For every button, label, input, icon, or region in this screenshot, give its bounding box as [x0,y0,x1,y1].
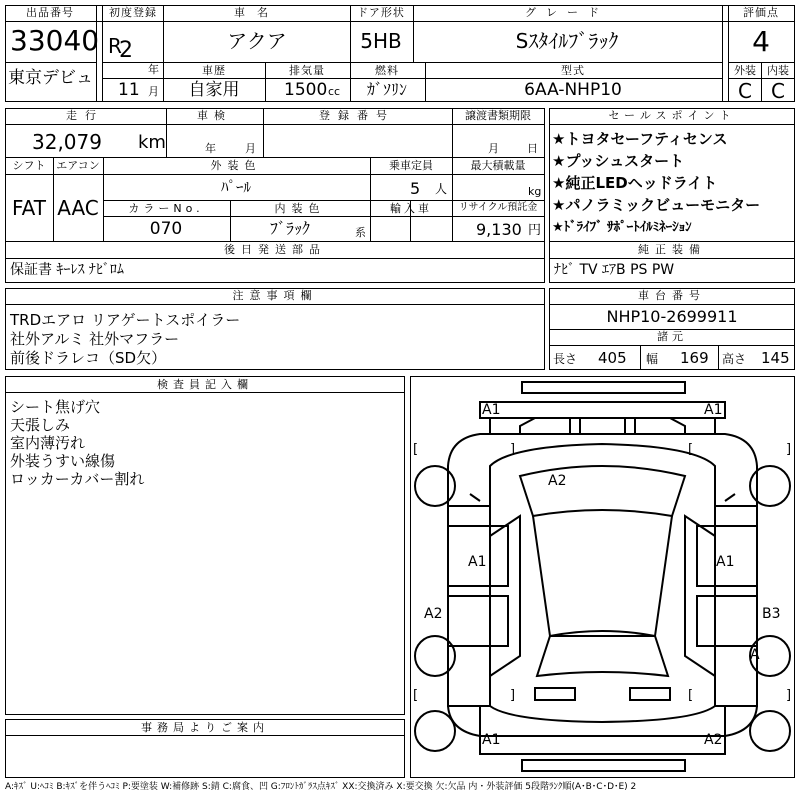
ac: AAC [57,196,99,220]
transfer-label: 譲渡書類期限 [465,109,531,122]
recycle-unit: 円 [528,223,542,238]
note-line: TRDエアロ リアゲートスポイラー [10,311,241,329]
damage-mark: A1 [468,554,487,570]
mileage: 32,079 [32,130,102,154]
fuel: ｶﾞｿﾘﾝ [366,80,408,99]
recycle-fee: 9,130 [476,220,522,239]
door: 5HB [360,29,402,53]
inspector-line: ロッカーカバー割れ [10,470,145,488]
damage-mark: B3 [762,606,781,622]
sales-point-item: ★プッシュスタート [552,152,685,170]
ac-label: エアコン [56,159,100,172]
inspector-notes [10,396,144,486]
month-unit: 月 [148,85,159,98]
sales-points-label: セールスポイント [608,109,736,122]
history-label: 車歴 [202,64,226,77]
width-label: 幅 [646,352,659,366]
mileage-unit: km [138,132,166,153]
damage-mark: A [750,647,760,663]
sales-point-item: ★トヨタセーフティセンス [552,130,728,148]
bracket: ] [786,688,792,703]
damage-mark: A1 [716,554,735,570]
fuel-label: 燃料 [375,64,399,77]
damage-mark: A1 [482,402,501,418]
history: 自家用 [188,80,240,100]
height: 145 [761,349,790,367]
model: 6AA-NHP10 [524,80,622,100]
exterior-label: 外装 [734,64,756,77]
load-unit: kg [528,185,542,198]
interior-label: 内装 [767,64,789,77]
venue: 東京デビュ [8,68,93,88]
later-parts: 保証書 ｷｰﾚｽ ﾅﾋﾞﾛﾑ [10,262,124,278]
first-reg-label: 初度登録 [109,6,157,19]
bracket: [ [413,688,419,703]
damage-mark: A1 [704,402,723,418]
damage-mark: A2 [424,606,443,622]
inspection-month-unit: 月 [245,142,256,155]
lot-no-label: 出品番号 [26,6,74,19]
height-label: 高さ [722,352,747,366]
inspection-label: 車検 [197,109,231,122]
car-name-label: 車名 [234,6,280,19]
capacity-unit: 人 [435,182,448,196]
inspector-line: シート焦げ穴 [10,398,101,416]
lot-no: 33040 [10,24,100,57]
equipment: ﾅﾋﾞ TV ｴｱB PS PW [554,262,675,278]
displacement-unit: cc [328,85,341,98]
int-color-unit: 系 [355,226,366,239]
inspector-line: 室内薄汚れ [10,434,86,452]
reg-no-label: 登録番号 [319,109,395,122]
month: 11 [118,80,140,100]
bracket: [ [688,442,694,457]
legend-text: A:ｷｽﾞ U:ﾍｺﾐ B:ｷｽﾞを伴うﾍｺﾐ P:要塗装 W:補修跡 S:錆 C:腐食、凹 G:ﾌﾛﾝﾄｶﾞﾗｽ点ｷｽﾞ XX:交換済み X:要交換 欠:欠品 内・外装評価 5段階ﾗﾝｸ順(A･B･C･D･E) 2 [5,782,637,792]
notes-label: 注意事項欄 [232,289,318,302]
era: R [108,34,122,58]
damage-mark: A2 [548,473,567,489]
score-label: 評価点 [743,6,779,19]
bracket: ] [510,442,516,457]
capacity: 5 [410,179,421,198]
load-label: 最大積載量 [470,159,526,172]
inspector-label: 検査員記入欄 [157,378,253,391]
bracket: [ [688,688,694,703]
car-name: アクア [227,29,287,53]
damage-mark: A1 [482,732,501,748]
model-label: 型式 [561,64,585,77]
length-label: 長さ [553,352,578,366]
note-line: 前後ドラレコ（SD欠） [10,349,167,367]
score: 4 [752,25,770,58]
exterior-grade: C [738,79,752,103]
displacement-label: 排気量 [289,64,325,77]
capacity-label: 乗車定員 [389,159,433,172]
grade-label: グレード [525,6,609,19]
bracket: ] [786,442,792,457]
recycle-label: リサイクル預託金 [458,202,538,213]
sales-points-list [552,128,760,238]
inspection-year-unit: 年 [205,142,216,155]
door-label: ドア形状 [357,6,405,19]
damage-mark: A2 [704,732,723,748]
inspector-line: 外装うすい線傷 [10,452,116,470]
displacement: 1500 [284,80,328,100]
year: 2 [119,38,133,63]
interior-grade: C [771,79,785,103]
mileage-label: 走行 [66,109,104,122]
year-unit: 年 [148,63,159,76]
office-label: 事務局よりご案内 [141,721,269,734]
notes-list [10,309,240,366]
color-label: 外装色 [210,159,262,172]
import-label: 輸入車 [390,202,432,215]
grade: Sｽﾀｲﾙﾌﾞﾗｯｸ [515,29,619,53]
color-no: 070 [149,219,183,239]
sales-point-item: ★純正LEDヘッドライト [552,174,718,192]
chassis-no: NHP10-2699911 [606,307,738,326]
sales-point-item: ★パノラミックビューモニター [552,196,761,214]
int-color-label: 内装色 [274,202,326,215]
sales-point-item: ★ﾄﾞﾗｲﾌﾞ ｻﾎﾟｰﾄｲﾙﾐﾈｰｼｮﾝ [552,220,692,235]
dims-label: 諸元 [657,330,687,343]
chassis-label: 車台番号 [638,289,706,302]
color-no-label: カラーNo. [128,202,204,215]
transfer-month-unit: 月 [488,142,499,155]
inspector-line: 天張しみ [10,416,71,434]
later-parts-label: 後日発送部品 [224,243,326,256]
bracket: [ [413,442,419,457]
shift-label: シフト [12,159,46,172]
bracket: ] [510,688,516,703]
shift: FAT [11,196,47,220]
equipment-label: 純正装備 [638,243,706,256]
car-diagram [410,376,795,778]
width: 169 [680,349,709,367]
length: 405 [598,349,627,367]
color: ﾊﾟｰﾙ [220,178,252,196]
note-line: 社外アルミ 社外マフラー [10,330,180,348]
transfer-day-unit: 日 [527,142,538,155]
int-color: ﾌﾞﾗｯｸ [269,219,311,238]
